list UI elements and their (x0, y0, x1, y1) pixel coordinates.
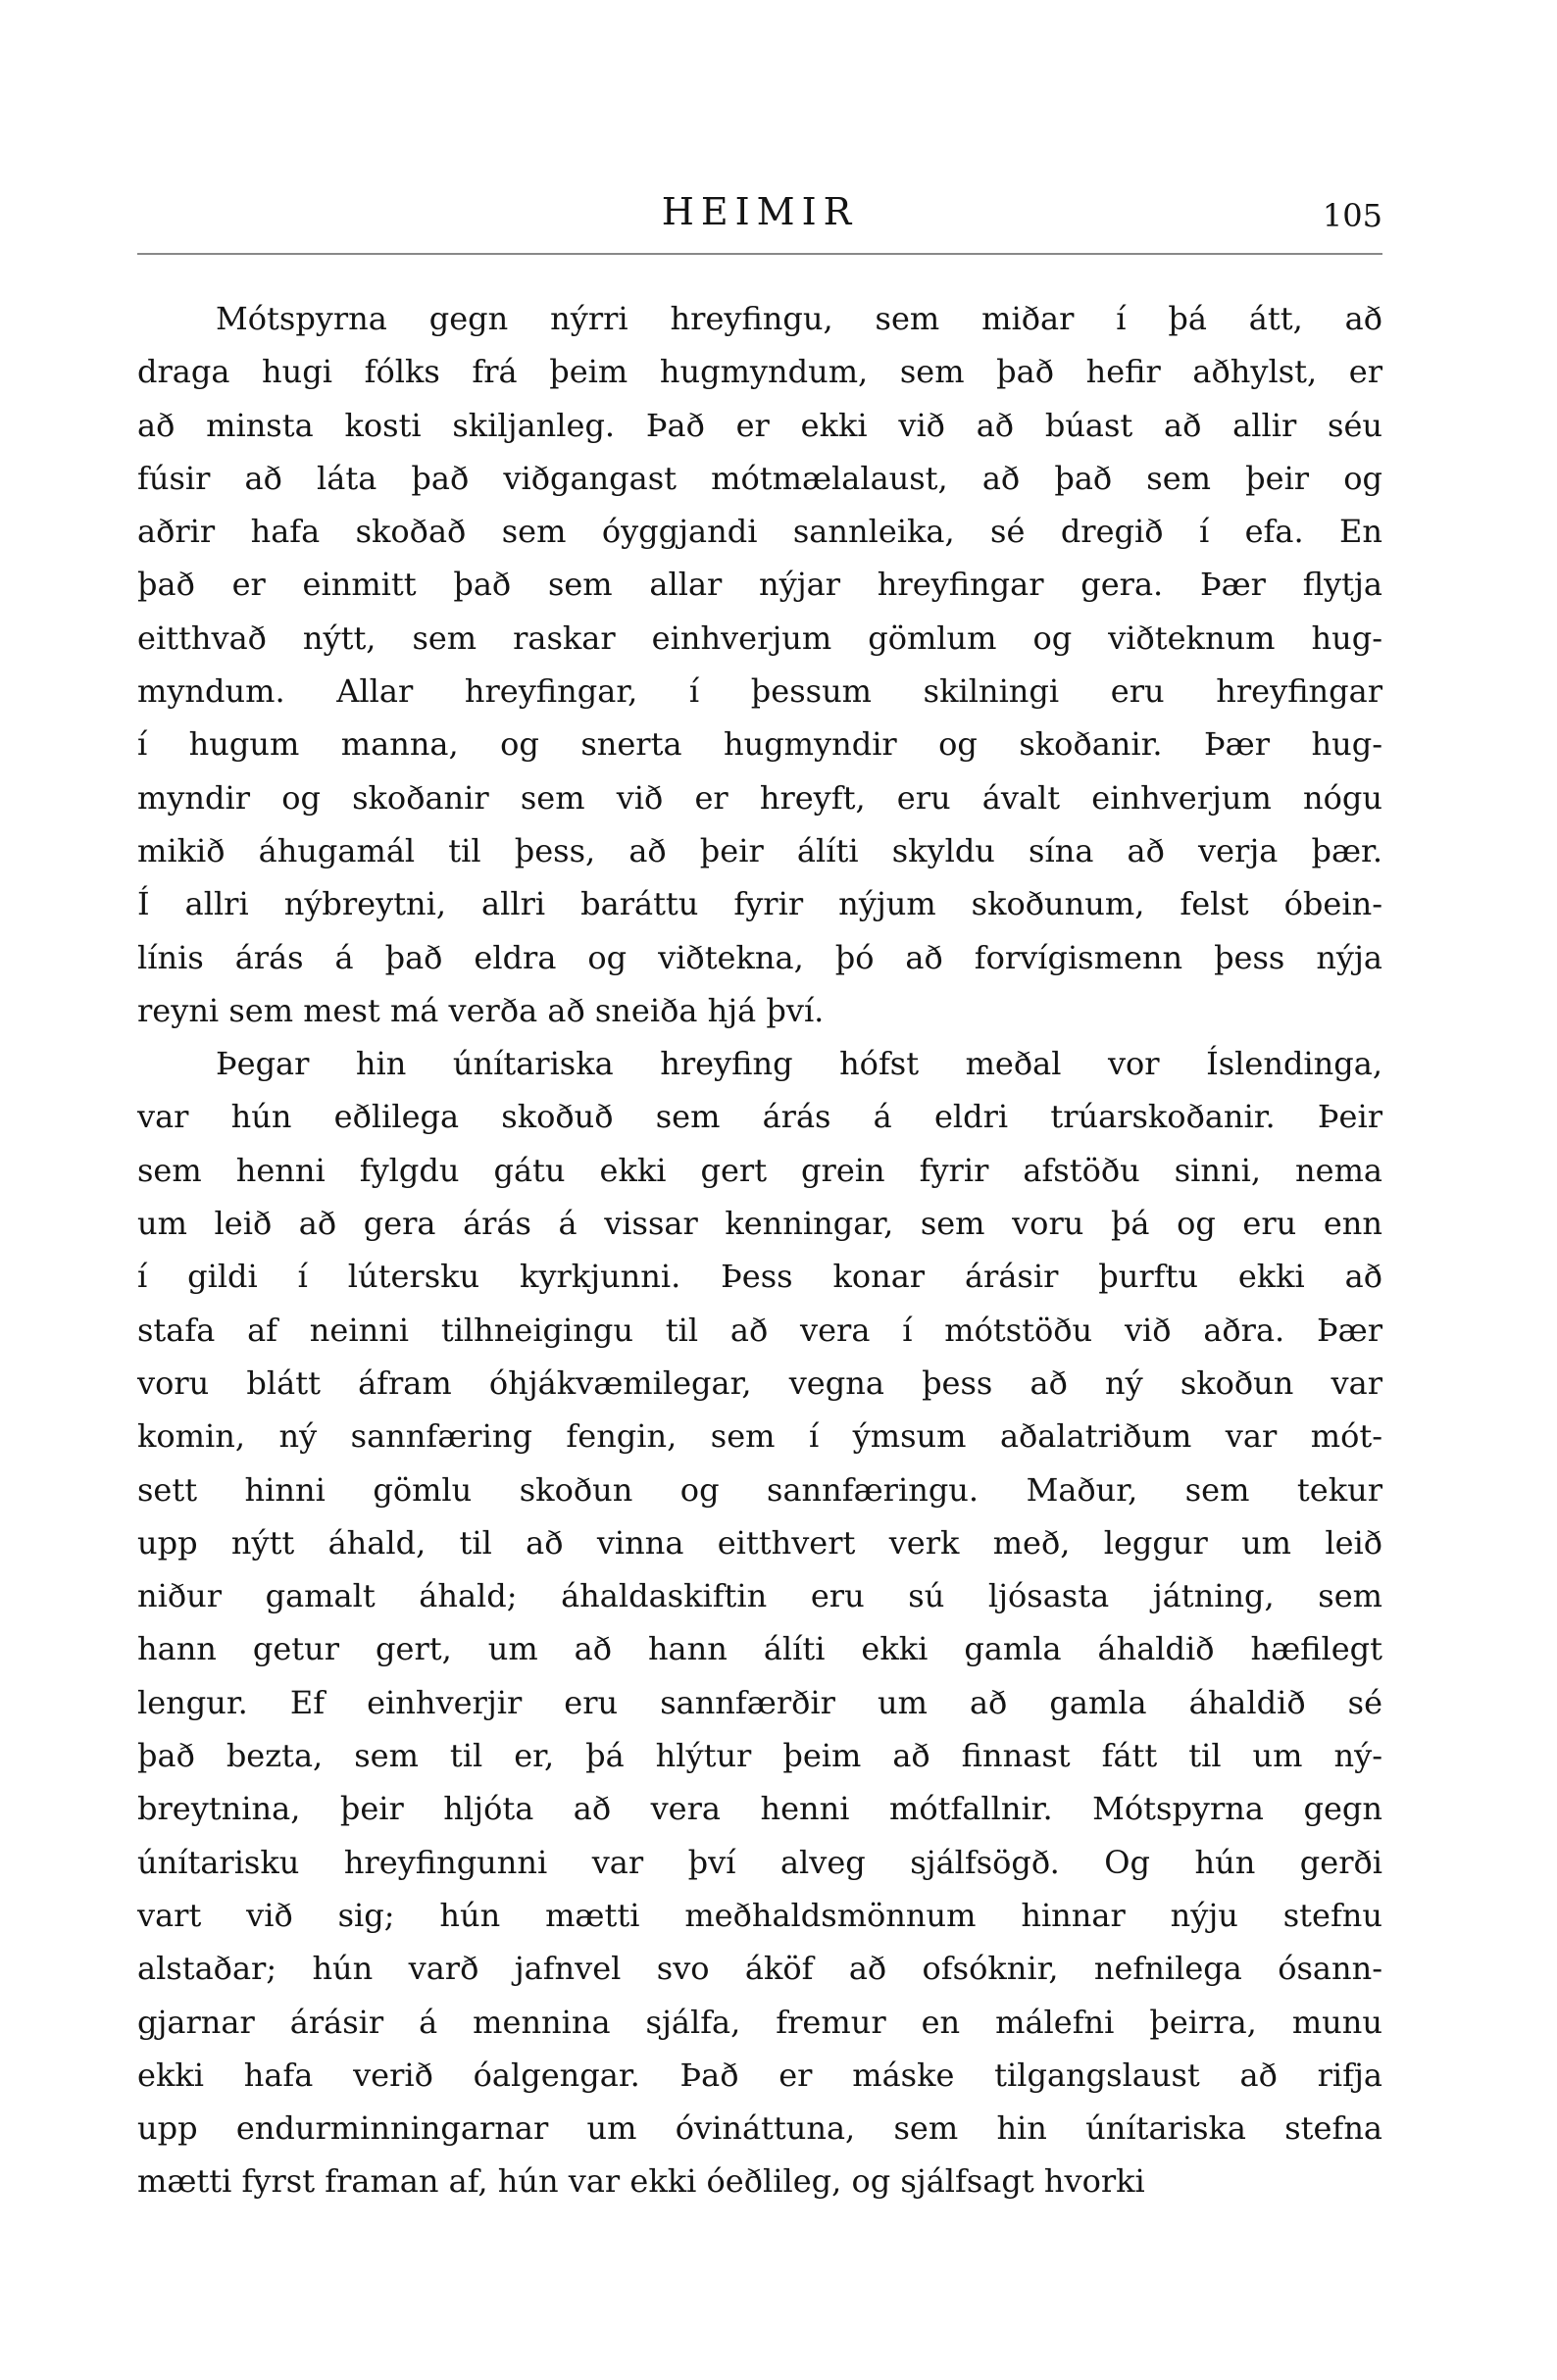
text-line: draga hugi fólks frá þeim hugmyndum, sem það hefir aðhylst, er (137, 353, 1382, 391)
text-line: stafa af neinni tilhneigingu til að vera í mótstöðu við aðra. Þær (137, 1311, 1382, 1349)
text-line: únítarisku hreyfingunni var því alveg sjálfsögð. Og hún gerði (137, 1843, 1382, 1881)
text-line: eitthvað nýtt, sem raskar einhverjum gömlum og viðteknum hug- (137, 619, 1382, 657)
text-line: var hún eðlilega skoðuð sem árás á eldri trúarskoðanir. Þeir (137, 1098, 1382, 1136)
text-line: mikið áhugamál til þess, að þeir álíti skyldu sína að verja þær. (137, 831, 1382, 869)
page-number: 105 (1322, 197, 1382, 234)
text-line: reyni sem mest má verða að sneiða hjá því. (137, 991, 825, 1029)
text-line: Mótspyrna gegn nýrri hreyfingu, sem miðar í þá átt, að (216, 300, 1382, 337)
text-line: Í allri nýbreytni, allri baráttu fyrir nýjum skoðunum, felst óbein- (137, 885, 1382, 923)
text-line: gjarnar árásir á mennina sjálfa, fremur en málefni þeirra, munu (137, 2003, 1382, 2041)
text-line: að minsta kosti skiljanleg. Það er ekki við að búast að allir séu (137, 406, 1382, 444)
text-line: sem henni fylgdu gátu ekki gert grein fyrir afstöðu sinni, nema (137, 1151, 1382, 1189)
text-line: vart við sig; hún mætti meðhaldsmönnum hinnar nýju stefnu (137, 1896, 1382, 1934)
text-line: það er einmitt það sem allar nýjar hreyfingar gera. Þær flytja (137, 566, 1382, 604)
text-line: í hugum manna, og snerta hugmyndir og skoðanir. Þær hug- (137, 725, 1382, 764)
text-line: komin, ný sannfæring fengin, sem í ýmsum aðalatriðum var mót- (137, 1417, 1382, 1456)
text-line: niður gamalt áhald; áhaldaskiftin eru sú ljósasta játning, sem (137, 1577, 1382, 1615)
text-line: hann getur gert, um að hann álíti ekki gamla áhaldið hæfilegt (137, 1630, 1382, 1668)
running-title: HEIMIR (661, 190, 859, 233)
text-line: upp nýtt áhald, til að vinna eitthvert verk með, leggur um leið (137, 1523, 1382, 1562)
header-rule (137, 253, 1382, 255)
text-line: það bezta, sem til er, þá hlýtur þeim að finnast fátt til um ný- (137, 1737, 1382, 1775)
text-line: línis árás á það eldra og viðtekna, þó að forvígismenn þess nýja (137, 938, 1382, 976)
text-line: fúsir að láta það viðgangast mótmælalaust, að það sem þeir og (137, 459, 1382, 497)
text-line: sett hinni gömlu skoðun og sannfæringu. Maður, sem tekur (137, 1470, 1382, 1509)
text-line: myndum. Allar hreyfingar, í þessum skilningi eru hreyfingar (137, 672, 1382, 711)
text-line: ekki hafa verið óalgengar. Það er máske tilgangslaust að rifja (137, 2056, 1382, 2094)
text-line: um leið að gera árás á vissar kenningar, sem voru þá og eru enn (137, 1205, 1382, 1243)
text-line: alstaðar; hún varð jafnvel svo áköf að ofsóknir, nefnilega ósann- (137, 1950, 1382, 1988)
paragraph (137, 1037, 1382, 2208)
text-line: Þegar hin únítariska hreyfing hófst meðal vor Íslendinga, (216, 1045, 1382, 1083)
running-header (137, 184, 1382, 243)
text-line: upp endurminningarnar um óvináttuna, sem hin únítariska stefna (137, 2109, 1382, 2148)
paragraph (137, 292, 1382, 1037)
text-line: myndir og skoðanir sem við er hreyft, eru ávalt einhverjum nógu (137, 778, 1382, 817)
body-text (137, 292, 1382, 2208)
text-line: í gildi í lútersku kyrkjunni. Þess konar árásir þurftu ekki að (137, 1258, 1382, 1296)
text-line: breytnina, þeir hljóta að vera henni mótfallnir. Mótspyrna gegn (137, 1790, 1382, 1828)
text-line: lengur. Ef einhverjir eru sannfærðir um að gamla áhaldið sé (137, 1683, 1382, 1721)
text-line: voru blátt áfram óhjákvæmilegar, vegna þess að ný skoðun var (137, 1364, 1382, 1402)
text-line: aðrir hafa skoðað sem óyggjandi sannleika, sé dregið í efa. En (137, 513, 1382, 551)
text-line: mætti fyrst framan af, hún var ekki óeðlileg, og sjálfsagt hvorki (137, 2162, 1145, 2201)
